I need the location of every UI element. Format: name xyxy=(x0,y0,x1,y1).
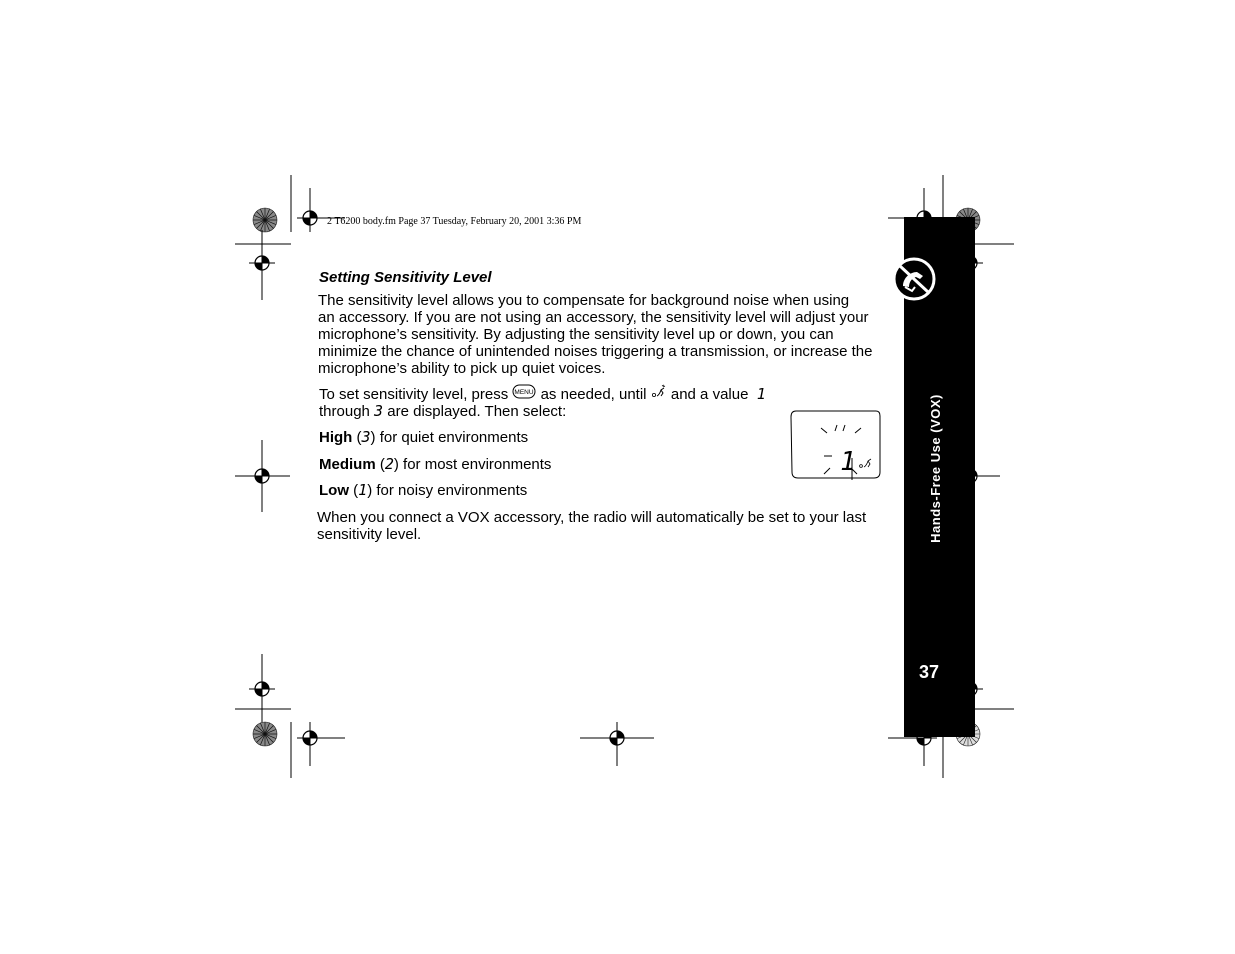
option-high: High (3) for quiet environments xyxy=(319,428,529,446)
option-low: Low (1) for noisy environments xyxy=(319,481,528,499)
paragraph-line: microphone’s ability to pick up quiet voices. xyxy=(318,360,606,377)
option-label: Medium xyxy=(319,456,376,473)
lcd-digit: 1 xyxy=(840,447,856,477)
paragraph-line: an accessory. If you are not using an accessory, the sensitivity level will adjust your xyxy=(318,309,869,326)
option-label: Low xyxy=(319,482,349,499)
paragraph-line: sensitivity level. xyxy=(317,526,422,543)
value-min: 1 xyxy=(756,385,766,403)
sidebar-title-container xyxy=(925,382,945,554)
menu-button-icon xyxy=(512,384,536,400)
page-number: 37 xyxy=(918,662,940,682)
lcd-display-illustration xyxy=(788,408,884,482)
menu-button-label: MENU xyxy=(514,389,534,396)
instruction-text: through xyxy=(319,403,370,420)
file-info-header: 2 T6200 body.fm Page 37 Tuesday, February 20, 2001 3:36 PM xyxy=(327,216,582,227)
instruction-text: and a value xyxy=(670,386,749,403)
option-value: 2 xyxy=(384,455,394,473)
option-value: 1 xyxy=(358,481,368,499)
instruction-text: are displayed. Then select: xyxy=(387,403,567,420)
sidebar-title: Hands-Free Use (VOX) xyxy=(927,393,943,543)
vox-icon xyxy=(651,384,667,400)
option-description: for quiet environments xyxy=(379,429,529,446)
option-medium: Medium (2) for most environments xyxy=(319,455,552,473)
paragraph-line: When you connect a VOX accessory, the radio will automatically be set to your last xyxy=(317,509,867,526)
instruction-text: To set sensitivity level, press xyxy=(319,386,509,403)
option-description: for most environments xyxy=(403,456,552,473)
closing-paragraph xyxy=(317,509,897,543)
value-max: 3 xyxy=(374,402,384,420)
option-value: 3 xyxy=(361,428,371,446)
instruction-line-1 xyxy=(319,384,766,403)
instruction-text: as needed, until xyxy=(540,386,647,403)
instruction-line-2 xyxy=(319,402,566,420)
intro-paragraph xyxy=(318,292,898,377)
option-label: High xyxy=(319,429,353,446)
paragraph-line: The sensitivity level allows you to compensate for background noise when using xyxy=(318,292,850,309)
paragraph-line: minimize the chance of unintended noises triggering a transmission, or increase the xyxy=(318,343,873,360)
section-heading: Setting Sensitivity Level xyxy=(319,269,492,286)
option-description: for noisy environments xyxy=(376,482,528,499)
paragraph-line: microphone’s sensitivity. By adjusting the sensitivity level up or down, you can xyxy=(318,326,834,343)
